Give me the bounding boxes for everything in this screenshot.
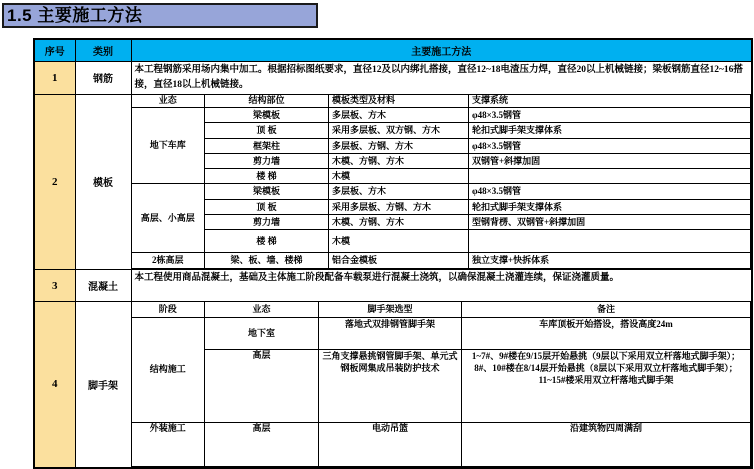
fw-type: 多层板、方木 (329, 184, 469, 200)
table-header-row (34, 39, 752, 61)
fw-part: 楼 梯 (205, 230, 329, 253)
sc-business: 高层 (205, 422, 319, 466)
sc-note: 沿建筑物四周满刮 (462, 422, 751, 466)
sc-note: 1~7#、9#楼在9/15层开始悬挑（9层以下采用双立杆落地式脚手架）；8#、10#楼在8/14层开始悬挑（8层以下采用双立杆落地式脚手架）；11~15#楼采用双立杆落地式脚手架 (462, 349, 751, 422)
formwork-grid-cell (131, 94, 752, 270)
fw-type: 木模、方钢、方木 (329, 215, 469, 230)
fw-support: φ48×3.5钢管 (469, 184, 751, 200)
fw-type: 木模 (329, 169, 469, 184)
fw-part: 剪力墙 (205, 215, 329, 230)
table-row (132, 349, 751, 422)
header-seq: 序号 (34, 39, 75, 61)
sc-business: 地下室 (205, 317, 319, 349)
sc-type: 电动吊篮 (319, 422, 462, 466)
seq-cell: 1 (34, 61, 75, 94)
table-row-scaffold (34, 302, 752, 468)
scaffold-table (132, 302, 752, 467)
table-row (132, 422, 751, 466)
fw-support: 轮扣式脚手架支撑体系 (469, 200, 751, 215)
fw-type: 采用多层板、方钢、方木 (329, 200, 469, 215)
category-cell: 钢筋 (75, 61, 131, 94)
fw-type: 木模、方钢、方木 (329, 154, 469, 169)
table-row (132, 108, 751, 123)
sc-business: 高层 (205, 349, 319, 422)
scaffold-grid-cell (131, 302, 752, 468)
fw-header-support: 支撑系统 (469, 95, 751, 108)
sc-header-stage: 阶段 (132, 302, 205, 317)
fw-part: 顶 板 (205, 200, 329, 215)
construction-methods-table (33, 38, 753, 469)
fw-type: 采用多层板、双方钢、方木 (329, 123, 469, 139)
fw-support (469, 169, 751, 184)
table-row (132, 200, 751, 215)
fw-business-two-towers: 2栋高层 (132, 253, 205, 269)
table-row-concrete (34, 270, 752, 302)
seq-cell: 4 (34, 302, 75, 468)
concrete-method-text: 本工程使用商品混凝土，基础及主体施工阶段配备车载泵进行混凝土浇筑，以确保混凝土浇灌连续，保证浇灌质量。 (131, 270, 752, 302)
fw-part: 梁模板 (205, 184, 329, 200)
table-row (132, 230, 751, 253)
rebar-method-text: 本工程钢筋采用场内集中加工。根据招标图纸要求，直径12及以内绑扎搭接，直径12~18电渣压力焊，直径20以上机械链接；梁板钢筋直径12~16搭接，直径18以上机械链接。 (131, 61, 752, 94)
fw-business-highrise: 高层、小高层 (132, 184, 205, 253)
sc-stage-exterior: 外装施工 (132, 422, 205, 466)
category-cell: 脚手架 (75, 302, 131, 468)
category-cell: 混凝土 (75, 270, 131, 302)
seq-cell: 3 (34, 270, 75, 302)
fw-header-part: 结构部位 (205, 95, 329, 108)
fw-part: 梁模板 (205, 108, 329, 123)
section-title: 1.5 主要施工方法 (2, 3, 318, 28)
sc-header-business: 业态 (205, 302, 319, 317)
fw-type: 木模 (329, 230, 469, 253)
table-row (132, 215, 751, 230)
formwork-table (132, 95, 752, 270)
fw-business-basement: 地下车库 (132, 108, 205, 184)
fw-header-business: 业态 (132, 95, 205, 108)
fw-part: 框架柱 (205, 139, 329, 154)
sc-type: 三角支撑悬挑钢管脚手架、单元式钢板网集成吊装防护技术 (319, 349, 462, 422)
fw-support: 轮扣式脚手架支撑体系 (469, 123, 751, 139)
fw-support (469, 230, 751, 253)
fw-type: 多层板、方木 (329, 108, 469, 123)
table-row-formwork (34, 94, 752, 270)
table-row (132, 253, 751, 269)
sc-note: 车库顶板开始搭设，搭设高度24m (462, 317, 751, 349)
fw-part: 梁、板、墙、楼梯 (205, 253, 329, 269)
table-row-rebar (34, 61, 752, 94)
table-row (132, 169, 751, 184)
table-row (132, 317, 751, 349)
table-row (132, 123, 751, 139)
fw-header-type: 模板类型及材料 (329, 95, 469, 108)
fw-part: 剪力墙 (205, 154, 329, 169)
sc-header-type: 脚手架选型 (319, 302, 462, 317)
fw-part: 顶 板 (205, 123, 329, 139)
sc-stage-structure: 结构施工 (132, 317, 205, 422)
fw-part: 楼 梯 (205, 169, 329, 184)
fw-support: φ48×3.5钢管 (469, 108, 751, 123)
fw-support: 独立支撑+快拆体系 (469, 253, 751, 269)
fw-support: φ48×3.5钢管 (469, 139, 751, 154)
table-row (132, 154, 751, 169)
sc-header-note: 备注 (462, 302, 751, 317)
fw-type: 铝合金模板 (329, 253, 469, 269)
sc-type: 落地式双排钢管脚手架 (319, 317, 462, 349)
category-cell: 模板 (75, 94, 131, 270)
table-row (132, 139, 751, 154)
fw-support: 型钢背楞、双钢管+斜撑加固 (469, 215, 751, 230)
seq-cell: 2 (34, 94, 75, 270)
table-row (132, 184, 751, 200)
formwork-header-row (132, 95, 751, 108)
header-category: 类别 (75, 39, 131, 61)
scaffold-header-row (132, 302, 751, 317)
fw-support: 双钢管+斜撑加固 (469, 154, 751, 169)
header-method: 主要施工方法 (131, 39, 752, 61)
fw-type: 多层板、方钢、方木 (329, 139, 469, 154)
